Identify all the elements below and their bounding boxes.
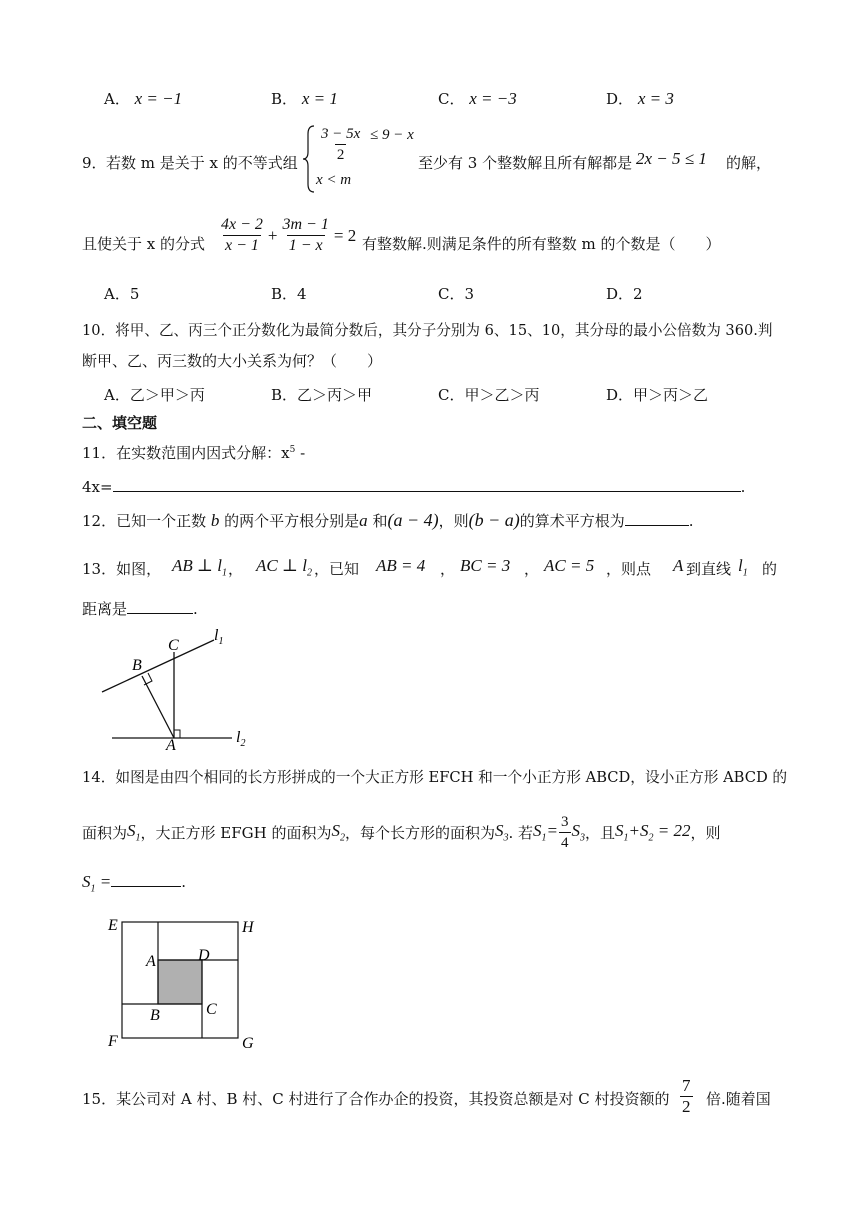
segment-ba xyxy=(142,676,174,738)
f1-numerator: 4x − 2 xyxy=(221,216,263,233)
q15-numerator: 7 xyxy=(682,1076,691,1095)
q13-comma3: ， xyxy=(524,560,540,578)
q12-and: 和 xyxy=(372,512,388,530)
q13-v2: BC = 3 xyxy=(460,556,511,575)
cond2-sub: 2 xyxy=(306,567,312,579)
q14-text-b: ，大正方形 EFGH 的面积为 xyxy=(140,824,332,842)
f1-denominator: x − 1 xyxy=(225,237,259,254)
option-label: D． xyxy=(606,90,634,108)
system-line-1 xyxy=(316,124,414,165)
q14-line2 xyxy=(82,812,721,853)
q14-period: . xyxy=(181,873,187,891)
option-expr: x = −3 xyxy=(469,89,517,108)
q13-known: ，已知 xyxy=(314,560,360,578)
s-sub: 3 xyxy=(503,832,509,844)
label-l2: $l_2$ xyxy=(236,729,246,749)
q10-line2: 断甲、乙、丙三数的大小关系为何？（ ） xyxy=(82,352,383,370)
expr-b-minus-a: (b − a) xyxy=(468,510,520,530)
cond2-value: = 22 xyxy=(657,821,691,841)
q10-option-d: D．甲＞丙＞乙 xyxy=(606,386,709,404)
q12-mid2: ，则 xyxy=(438,512,469,530)
label-c: C xyxy=(168,637,179,654)
q13-comma1: ， xyxy=(228,560,244,578)
cond1-text: AB ⊥ l xyxy=(172,556,222,575)
s-text: S xyxy=(495,821,504,841)
l-sub: 1 xyxy=(742,567,748,579)
q14-text-c: ，每个长方形的面积为 xyxy=(344,824,495,842)
option-expr: x = 3 xyxy=(637,89,674,108)
q10-option-c: C．甲＞乙＞丙 xyxy=(438,386,540,404)
q8-option-b xyxy=(271,88,338,109)
q14-text-e: ，且 xyxy=(585,824,616,842)
q9-pre: 若数 m 是关于 x 的不等式组 xyxy=(106,154,298,172)
label-c: C xyxy=(206,1001,217,1018)
label-b: B xyxy=(150,1007,160,1024)
plus-sign: + xyxy=(267,225,278,245)
q11-line2 xyxy=(82,477,745,496)
cond1-sub: 1 xyxy=(221,567,227,579)
q13-to: 到直线 xyxy=(686,560,732,578)
q14-text-d: . 若 xyxy=(508,824,534,842)
q8-option-c xyxy=(438,88,517,109)
q9-option-d: D．2 xyxy=(606,285,643,303)
q12-answer-blank[interactable] xyxy=(625,511,689,526)
f2-numerator: 3m − 1 xyxy=(282,216,329,233)
q11-line1 xyxy=(82,442,305,463)
q14-answer-blank[interactable] xyxy=(111,872,181,887)
q9-inequality-system xyxy=(302,124,412,194)
label-l1: $l_1$ xyxy=(214,628,224,647)
label-f: F xyxy=(108,1033,118,1050)
label-g: G xyxy=(242,1035,254,1052)
q8-option-a xyxy=(104,88,182,109)
q13-cond1 xyxy=(172,556,227,578)
q12-post: 的算术平方根为 xyxy=(519,512,625,530)
q13-answer-blank[interactable] xyxy=(127,599,193,614)
q9-number: 9． xyxy=(82,154,107,172)
q13-comma2: ， xyxy=(440,560,456,578)
q9-fraction-equation xyxy=(216,215,356,256)
cond1-numerator: 3 xyxy=(561,814,569,830)
q11-exponent: 5 xyxy=(289,445,296,455)
q15-denominator: 2 xyxy=(682,1097,691,1116)
equals-two: = 2 xyxy=(333,225,357,245)
q15-post: 倍.随着国 xyxy=(706,1090,771,1108)
section-title: 二、填空题 xyxy=(82,414,158,432)
q13-geometry-figure xyxy=(98,628,258,750)
q11-answer-blank[interactable] xyxy=(113,477,741,492)
s2-symbol xyxy=(331,821,345,843)
option-label: C． xyxy=(438,90,465,108)
q9-line2-pre: 且使关于 x 的分式 xyxy=(82,235,205,253)
s-text: S xyxy=(571,821,581,841)
label-a: A xyxy=(146,953,156,970)
option-label: A． xyxy=(104,90,130,108)
label-b: B xyxy=(132,657,142,674)
q9-option-c: C．3 xyxy=(438,285,475,303)
q14-line1: 14．如图是由四个相同的长方形拼成的一个大正方形 EFCH 和一个小正方形 ABCD，设小正方形 ABCD 的 xyxy=(82,769,788,786)
s-text: S xyxy=(640,821,649,841)
s-text: S xyxy=(82,872,91,891)
q14-text-a: 面积为 xyxy=(82,824,128,842)
s-text: S xyxy=(127,821,136,841)
label-e: E xyxy=(108,917,118,934)
q12-pre: 12．已知一个正数 xyxy=(82,512,207,530)
q13-line-l1 xyxy=(738,556,748,578)
q13-v3: AC = 5 xyxy=(544,556,595,575)
s-text: S xyxy=(615,821,624,841)
l-text: l xyxy=(738,556,743,575)
option-expr: x = −1 xyxy=(134,89,183,108)
var-a: a xyxy=(359,511,368,530)
label-h: H xyxy=(242,919,254,936)
q12-line xyxy=(82,510,694,531)
q9-mid: 至少有 3 个整数解且所有解都是 xyxy=(418,154,633,172)
s-sub: 3 xyxy=(580,832,586,844)
s-sub: 1 xyxy=(135,832,141,844)
q12-period: . xyxy=(688,512,694,530)
cond1-lhs: $S_1=$ xyxy=(533,821,559,844)
label-d: D xyxy=(198,947,210,964)
q14-squares-figure xyxy=(104,914,264,1054)
q9-condition: 2x − 5 ≤ 1 xyxy=(636,149,707,168)
q13-v1: AB = 4 xyxy=(376,556,426,575)
expr-a-minus-4: (a − 4) xyxy=(387,510,439,530)
cond2-text: AC ⊥ l xyxy=(256,556,307,575)
q13-distance-text: 距离是 xyxy=(82,600,128,618)
s-text: S xyxy=(533,821,542,841)
q13-then: ，则点 xyxy=(606,560,652,578)
line-l1 xyxy=(102,640,214,692)
cond1-rhs xyxy=(572,821,586,843)
s-sub: 2 xyxy=(648,832,654,844)
q14-line3 xyxy=(82,872,186,894)
q13-of: 的 xyxy=(762,560,778,578)
q11-minus: - xyxy=(295,444,306,462)
s-sub: 1 xyxy=(623,832,629,844)
q15-fraction xyxy=(677,1076,696,1117)
q11-period: . xyxy=(740,478,746,496)
q10-option-a: A．乙＞甲＞丙 xyxy=(104,386,205,404)
q12-mid1: 的两个平方根分别是 xyxy=(224,512,360,530)
sys1-rhs: ≤ 9 − x xyxy=(370,126,414,143)
label-a: A xyxy=(166,737,176,750)
s-sub: 1 xyxy=(90,883,96,895)
s1-symbol xyxy=(127,821,141,843)
option-expr: x = 1 xyxy=(301,89,338,108)
s-sub: 2 xyxy=(339,832,345,844)
option-label: B． xyxy=(271,90,298,108)
q9-post: 的解， xyxy=(726,154,772,172)
q10-line1: 10．将甲、乙、丙三个正分数化为最简分数后，其分子分别为 6、15、10，其分母的最小公倍数为 360.判 xyxy=(82,322,773,339)
f2-denominator: 1 − x xyxy=(288,237,323,254)
q13-line2 xyxy=(82,598,198,619)
q13-point-a: A xyxy=(673,556,684,575)
cond2-expr: $S_1+S_2 = 22$ xyxy=(615,821,691,844)
q11-answer-prefix: 4x= xyxy=(82,478,113,496)
system-line-2: x < m xyxy=(316,172,352,188)
q9-option-b: B．4 xyxy=(271,285,307,303)
q10-option-b: B．乙＞丙＞甲 xyxy=(271,386,373,404)
brace-icon xyxy=(302,124,316,194)
q9-option-a: A．5 xyxy=(104,285,140,303)
q9-line2-post: 有整数解.则满足条件的所有整数 m 的个数是（ ） xyxy=(362,235,721,253)
q13-period: . xyxy=(193,600,198,618)
q15-pre: 15．某公司对 A 村、B 村、C 村进行了合作办企的投资，其投资总额是对 C 村投资额的 xyxy=(82,1090,670,1108)
equals: = xyxy=(99,872,112,891)
q11-text: 11．在实数范围内因式分解：x xyxy=(82,444,290,462)
q13-cond2 xyxy=(256,556,312,578)
s3-symbol xyxy=(495,821,509,843)
sys1-denominator: 2 xyxy=(335,144,347,165)
s-sub: 1 xyxy=(541,832,547,844)
cond1-denominator: 4 xyxy=(559,832,571,853)
inner-square-abcd xyxy=(158,960,202,1004)
q14-text-f: ，则 xyxy=(690,824,721,842)
s-text: S xyxy=(331,821,340,841)
q8-option-d xyxy=(606,88,674,109)
q13-number: 13．如图， xyxy=(82,560,162,578)
sys1-numerator: 3 − 5x xyxy=(321,126,361,142)
var-b: b xyxy=(210,511,220,530)
